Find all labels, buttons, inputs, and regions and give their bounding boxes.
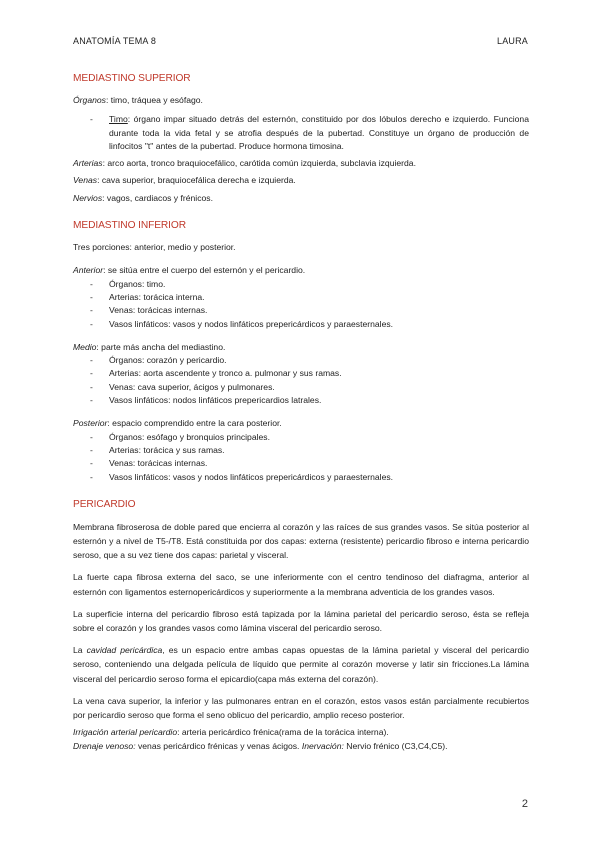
bullet-dash: -: [90, 114, 93, 125]
medio-label: Medio: [73, 341, 97, 352]
posterior-label: Posterior: [73, 418, 108, 429]
inervacion-label: Inervación:: [301, 740, 344, 751]
inervacion-text: Nervio frénico (C3,C4,C5).: [343, 740, 448, 751]
nervios-label: Nervios: [73, 192, 103, 203]
drenaje-line: [73, 740, 529, 753]
timo-label: Timo: [109, 114, 128, 125]
list-item: - Venas: torácicas internas.: [90, 305, 208, 316]
list-item: - Órganos: corazón y pericardio.: [90, 355, 227, 366]
page-number: 2: [521, 798, 528, 810]
header-left: ANATOMÍA TEMA 8: [73, 36, 157, 46]
list-item: - Vasos linfáticos: nodos linfáticos prepericardios latrales.: [90, 395, 322, 406]
posterior-line: [73, 417, 529, 430]
venas-label: Venas: [73, 175, 98, 186]
nervios-line: [73, 192, 529, 205]
arterias-text: : arco aorta, tronco braquiocefálico, carótida común izquierda, subclavia izquierda.: [102, 158, 416, 169]
list-item: - Arterias: torácica y sus ramas.: [90, 444, 225, 455]
venas-line: [73, 174, 529, 187]
pericardio-paragraph-5: La vena cava superior, la inferior y las pulmonares entran en el corazón, estos vasos están parcialmente recubiertos por pericardio seroso que forma el seno oblicuo del pericardio, amplio receso posterior.: [73, 695, 529, 721]
pericardio-paragraph-1: Membrana fibroserosa de doble pared que encierra al corazón y las raíces de sus grandes vasos. Se sitúa posterior al esternón y a nivel de T5-/T8. Está constituida por dos capas: externa (resistente) pericardio fibroso e interna pericardio seroso, que a su vez tiene dos capas: parietal y visceral.: [73, 521, 529, 561]
drenaje-text: venas pericárdico frénicas y venas ácigos.: [135, 740, 302, 751]
list-item: - Vasos linfáticos: vasos y nodos linfáticos prepericárdicos y paraesternales.: [90, 318, 394, 329]
medio-line: [73, 341, 529, 354]
anterior-line: [73, 264, 529, 277]
arterias-label: Arterias: [73, 158, 103, 169]
timo-text: : órgano impar situado detrás del esternón, constituido por dos lóbulos derecho e izquierdo. Funciona durante toda la vida fetal y se atrofia después de la pubertad. Constituye un órgano de producción de linfocitos "t" antes de la pubertad. Produce hormona timosina.: [109, 114, 529, 151]
anterior-label: Anterior: [73, 265, 104, 276]
section-heading-inferior: MEDIASTINO INFERIOR: [73, 220, 186, 232]
arterias-line: [73, 157, 529, 170]
timo-text-block: [109, 113, 529, 153]
nervios-text: : vagos, cardiacos y frénicos.: [102, 192, 213, 203]
anterior-text: : se sitúa entre el cuerpo del esternón y el pericardio.: [103, 265, 306, 276]
organos-label: Órganos: [73, 95, 106, 105]
pericardio-paragraph-3: La superficie interna del pericardio fibroso está tapizada por la lámina parietal del pericardio seroso, ésta se refleja sobre el corazón y los grandes vasos como lámina visceral del pericardio seroso.: [73, 608, 529, 634]
cavidad-label: cavidad pericárdica: [86, 645, 163, 656]
venas-text: : cava superior, braquiocefálica derecha e izquierda.: [97, 175, 296, 186]
organos-line: [73, 94, 529, 107]
list-item: - Arterias: torácica interna.: [90, 291, 205, 302]
pericardio-paragraph-4: La cavidad pericárdica, es un espacio entre ambas capas opuestas de la lámina parietal y visceral del pericardio seroso, conteniendo una delgada película de líquido que permite al corazón moverse y latir sin fricciones.La lámina visceral del pericardio seroso forma el epicardio(capa más externa del corazón).: [73, 645, 529, 684]
drenaje-label: Drenaje venoso:: [73, 740, 136, 751]
document-body: [73, 72, 529, 753]
list-item: - Venas: torácicas internas.: [90, 458, 208, 469]
list-item: - Órganos: esófago y bronquios principales.: [90, 431, 270, 442]
posterior-text: : espacio comprendido entre la cara posterior.: [107, 418, 282, 429]
list-item: - Órganos: timo.: [90, 278, 166, 289]
timo-bullet: [73, 113, 529, 153]
organos-text: : timo, tráquea y esófago.: [105, 95, 203, 105]
list-item: - Arterias: aorta ascendente y tronco a. pulmonar y sus ramas.: [90, 368, 342, 379]
medio-text: : parte más ancha del mediastino.: [96, 341, 226, 352]
section-heading-pericardio: PERICARDIO: [73, 498, 136, 510]
list-item: - Vasos linfáticos: vasos y nodos linfáticos prepericárdicos y paraesternales.: [90, 471, 394, 482]
pericardio-paragraph-2: La fuerte capa fibrosa externa del saco, se une inferiormente con el centro tendinoso del diafragma, anterior al esternón con ligamentos esternopericárdicos y superiormente a la membrana adventicia de los grandes vasos.: [73, 572, 529, 597]
section-heading-superior: MEDIASTINO SUPERIOR: [73, 73, 191, 84]
irrigacion-text: : arteria pericárdico frénica(rama de la torácica interna).: [177, 727, 389, 738]
list-item: - Venas: cava superior, ácigos y pulmonares.: [90, 381, 275, 392]
inferior-intro: Tres porciones: anterior, medio y posterior.: [73, 242, 236, 253]
irrigacion-label: Irrigación arterial pericardio: [73, 727, 178, 738]
header-right: LAURA: [496, 36, 528, 46]
irrigacion-line: [73, 726, 529, 739]
